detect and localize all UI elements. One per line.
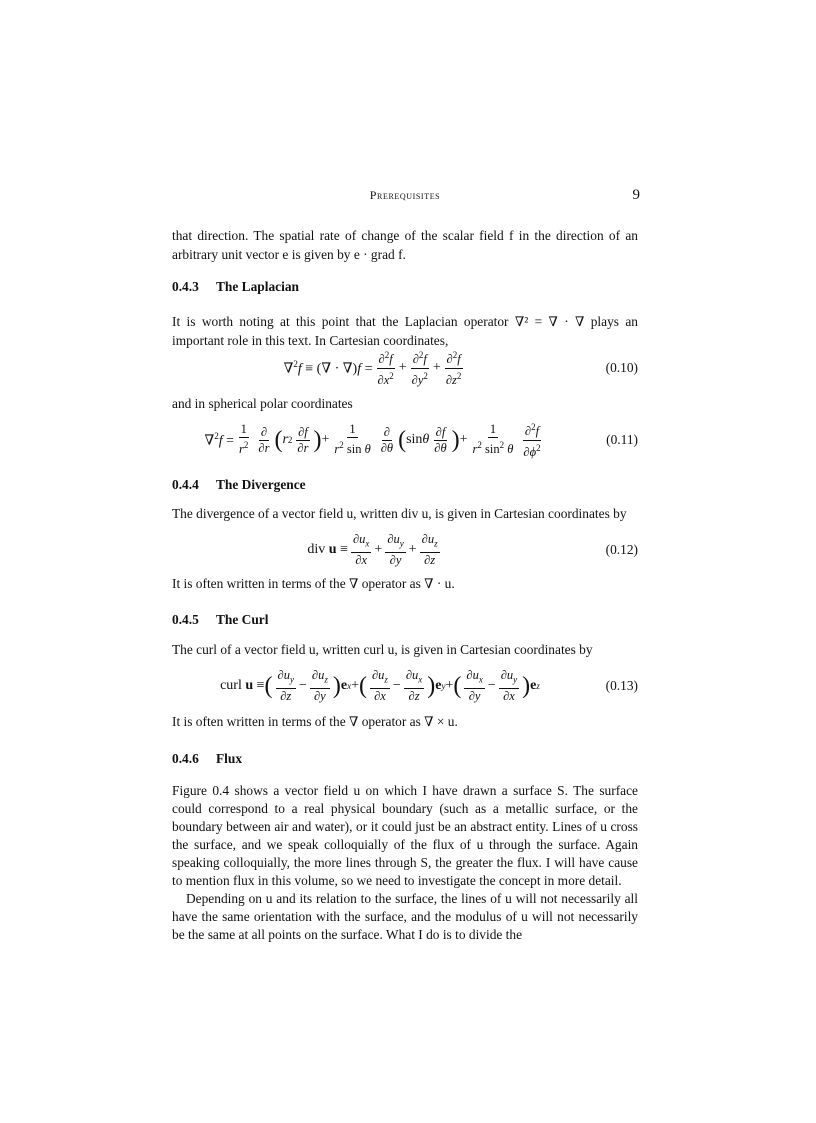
section-number: 0.4.5: [172, 612, 199, 627]
section-heading-curl: [172, 612, 268, 628]
equation-body: div u ≡ $\frac{\partial u_x}{\partial x}$ + $\frac{\partial u_y}{\partial y}$ + $\frac{\partial u_z}{\partial z}$: [307, 532, 438, 567]
equation-0-12: [172, 530, 638, 570]
section-heading-laplacian: [172, 279, 299, 295]
running-head: [172, 188, 638, 208]
curl-note: It is often written in terms of the ∇ operator as ∇ × u.: [172, 714, 458, 729]
section-heading-flux: [172, 751, 242, 767]
curl-paragraph: The curl of a vector field u, written curl u, is given in Cartesian coordinates by: [172, 642, 593, 657]
flux-paragraph-1: Figure 0.4 shows a vector field u on which I have drawn a surface S. The surface could correspond to a real physical boundary (such as a metallic surface, or the boundary between air and water), or it could just be an abstract entity. Lines of u cross the surface, and we speak colloquially of the flux of u through the surface. Again speaking colloquially, the more lines through S, the greater the flux. I will have cause to mention flux in this volume, so we need to investigate the concept in more detail.: [172, 783, 638, 888]
equation-0-11: [172, 420, 638, 460]
page-number: 9: [632, 187, 640, 203]
section-number: 0.4.3: [172, 279, 199, 294]
section-title: The Curl: [216, 612, 269, 627]
equation-number: (0.11): [606, 432, 638, 447]
equation-number: (0.13): [605, 678, 638, 693]
flux-body: [172, 782, 638, 944]
equation-number: (0.12): [605, 542, 638, 557]
laplacian-paragraph: It is worth noting at this point that the Laplacian operator ∇² = ∇ · ∇ plays an important role in this text. In Cartesian coordinates,: [172, 314, 638, 348]
section-number: 0.4.4: [172, 477, 199, 492]
divergence-note: It is often written in terms of the ∇ operator as ∇ · u.: [172, 576, 455, 591]
intro-paragraph: that direction. The spatial rate of change of the scalar field f in the direction of an arbitrary unit vector e is given by e · grad f.: [172, 228, 638, 262]
equation-body: ∇$^2$f ≡ (∇ · ∇)f = $\frac{\partial^2f}{\partial x^2}$ + $\frac{\partial^2f}{\partial y^2}$ + $\frac{\partial^2f}{\partial z^2}$: [283, 350, 462, 387]
equation-number: (0.10): [605, 360, 638, 375]
flux-paragraph-2: Depending on u and its relation to the surface, the lines of u will not necessarily all have the same orientation with the surface, and the modulus of u will not necessarily be the same at all points on the surface. What I do is to divide the: [172, 891, 638, 942]
divergence-paragraph: The divergence of a vector field u, written div u, is given in Cartesian coordinates by: [172, 506, 627, 521]
spherical-intro: and in spherical polar coordinates: [172, 396, 353, 411]
section-title: The Laplacian: [216, 279, 299, 294]
equation-0-10: [172, 348, 638, 388]
equation-0-13: [172, 666, 638, 706]
equation-body: ∇$^2$f = $\frac{1}{r^2}$ $\frac{\partial}{\partial r}$ ( r 2 $\frac{\partial f}{\partial r}$ ) + $\frac{1}{r^2 \sin \theta}$ $\frac{\partial}{\partial\theta}$ ( sin θ $\frac{\partial f}{\partial\theta}$ ) + $\frac{1}{r^2 \sin^2 \theta}$ $\frac{\partial^2f}{\partial\phi^2}$: [204, 422, 541, 459]
equation-body: curl u ≡ ( $\frac{\partial u_y}{\partial z}$ − $\frac{\partial u_z}{\partial y}$ ) e x + ( $\frac{\partial u_z}{\partial x}$ − $\frac{\partial u_x}{\partial z}$ ) e y + ( $\frac{\partial u_x}{\partial y}$ − $\frac{\partial u_y}{\partial x}$ ) e z: [220, 668, 540, 703]
running-head-title: Prerequisites: [369, 188, 441, 202]
section-heading-divergence: [172, 477, 306, 493]
section-number: 0.4.6: [172, 751, 199, 766]
section-title: Flux: [216, 751, 243, 766]
section-title: The Divergence: [216, 477, 306, 492]
